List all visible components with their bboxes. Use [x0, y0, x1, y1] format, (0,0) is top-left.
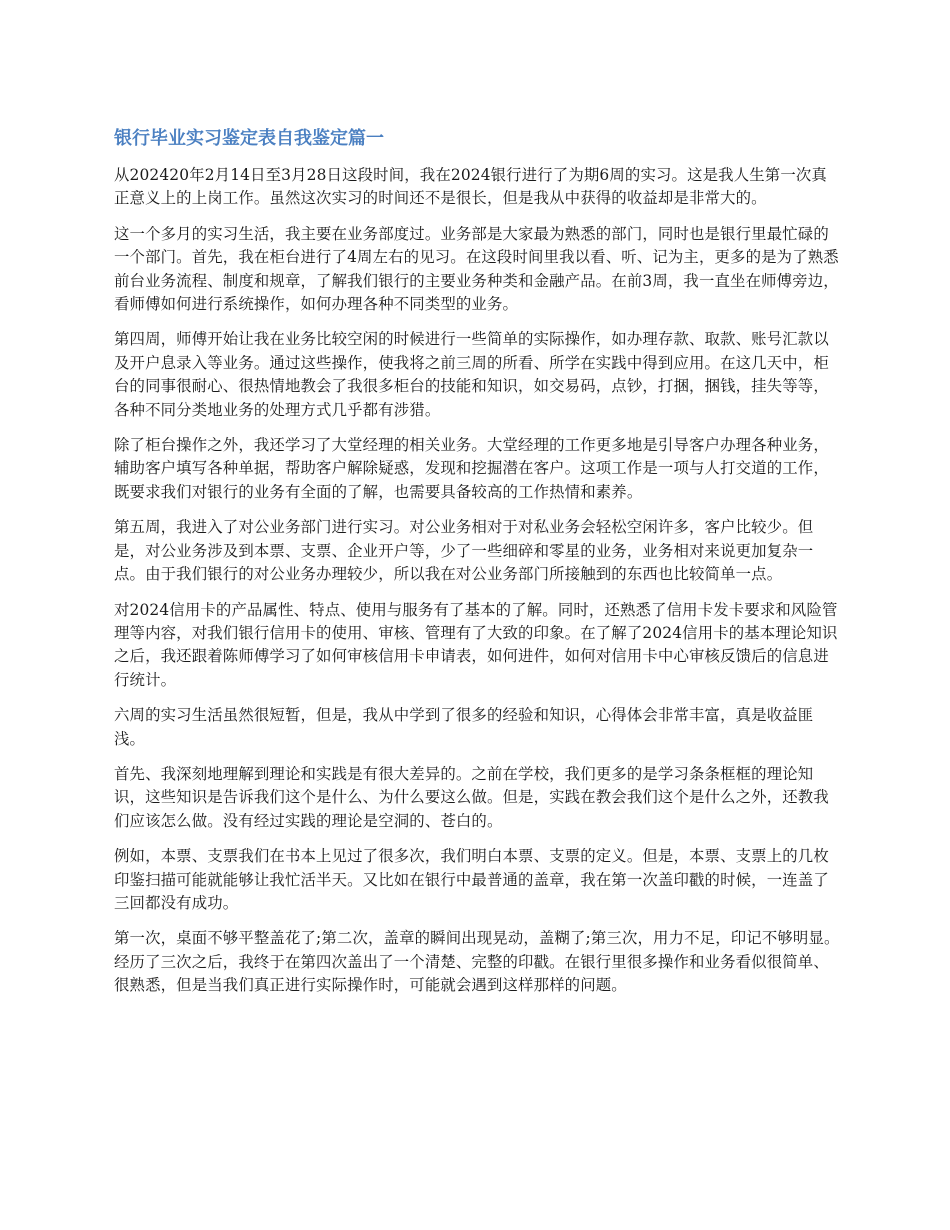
- paragraph-3: 第四周，师傅开始让我在业务比较空闲的时候进行一些简单的实际操作，如办理存款、取款、账号汇款以及开户息录入等业务。通过这些操作，使我将之前三周的所看、所学在实践中得到应用。在这几天中，柜台的同事很耐心、很热情地教会了我很多柜台的技能和知识，如交易码，点钞，打捆，捆钱，挂失等等，各种不同分类地业务的处理方式几乎都有涉猎。: [114, 330, 829, 419]
- paragraph-7: 六周的实习生活虽然很短暂，但是，我从中学到了很多的经验和知识，心得体会非常丰富，真是收益匪浅。: [114, 706, 814, 748]
- paragraph-1: 从202420年2月14日至3月28日这段时间，我在2024银行进行了为期6周的实习。这是我人生第一次真正意义上的上岗工作。虽然这次实习的时间还不是很长，但是我从中获得的收益却是非常大的。: [114, 166, 827, 208]
- paragraph-9: 例如，本票、支票我们在书本上见过了很多次，我们明白本票、支票的定义。但是，本票、支票上的几枚印鉴扫描可能就能够让我忙活半天。又比如在银行中最普通的盖章，我在第一次盖印戳的时候，一连盖了三回都没有成功。: [114, 847, 829, 912]
- paragraph-6: 对2024信用卡的产品属性、特点、使用与服务有了基本的了解。同时，还熟悉了信用卡发卡要求和风险管理等内容，对我们银行信用卡的使用、审核、管理有了大致的印象。在了解了2024信用卡的基本理论知识之后，我还跟着陈师傅学习了如何审核信用卡申请表，如何进件，如何对信用卡中心审核反馈后的信息进行统计。: [114, 600, 838, 689]
- document-page: [114, 124, 840, 1010]
- paragraph-2: 这一个多月的实习生活，我主要在业务部度过。业务部是大家最为熟悉的部门，同时也是银行里最忙碌的一个部门。首先，我在柜台进行了4周左右的见习。在这段时间里我以看、听、记为主，更多的是为了熟悉前台业务流程、制度和规章，了解我们银行的主要业务种类和金融产品。在前3周，我一直坐在师傅旁边，看师傅如何进行系统操作，如何办理各种不同类型的业务。: [114, 224, 839, 314]
- paragraph-8: 首先、我深刻地理解到理论和实践是有很大差异的。之前在学校，我们更多的是学习条条框框的理论知识，这些知识是告诉我们这个是什么、为什么要这么做。但是，实践在教会我们这个是什么之外，还教我们应该怎么做。没有经过实践的理论是空洞的、苍白的。: [114, 764, 829, 830]
- paragraph-4: 除了柜台操作之外，我还学习了大堂经理的相关业务。大堂经理的工作更多地是引导客户办理各种业务，辅助客户填写各种单据，帮助客户解除疑惑，发现和挖掘潜在客户。这项工作是一项与人打交道的工作，既要求我们对银行的业务有全面的了解，也需要具备较高的工作热情和素养。: [114, 436, 829, 501]
- document-title: 银行毕业实习鉴定表自我鉴定篇一: [114, 128, 384, 149]
- paragraph-10: 第一次，桌面不够平整盖花了;第二次，盖章的瞬间出现晃动，盖糊了;第三次，用力不足，印记不够明显。经历了三次之后，我终于在第四次盖出了一个清楚、完整的印戳。在银行里很多操作和业务看似很简单、很熟悉，但是当我们真正进行实际操作时，可能就会遇到这样那样的问题。: [114, 929, 840, 995]
- paragraph-5: 第五周，我进入了对公业务部门进行实习。对公业务相对于对私业务会轻松空闲许多，客户比较少。但是，对公业务涉及到本票、支票、企业开户等，少了一些细碎和零星的业务，业务相对来说更加复杂一点。由于我们银行的对公业务办理较少，所以我在对公业务部门所接触到的东西也比较简单一点。: [114, 518, 814, 584]
